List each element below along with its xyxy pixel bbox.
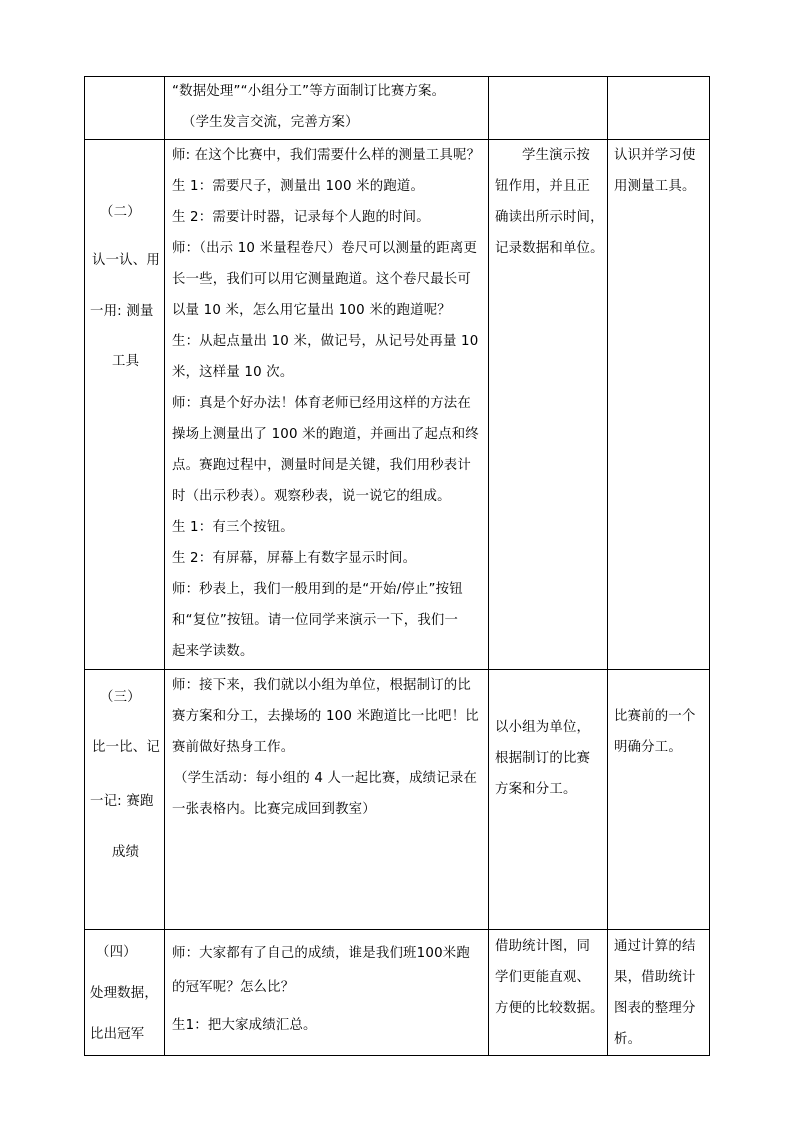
phase-label-line: 一记: 赛跑 — [90, 794, 154, 809]
phase-label-line: （二） — [100, 205, 141, 220]
table-right-border — [709, 76, 710, 1056]
teacher-text-line: （学生发言交流，完善方案） — [182, 115, 359, 130]
student-activity-line: 学们更能直观、 — [495, 970, 591, 985]
student-activity-line: 方便的比较数据。 — [495, 1001, 604, 1016]
teacher-text-line: 师：大家都有了自己的成绩，谁是我们班100米跑 — [172, 946, 470, 961]
teacher-text-line: 时（出示秒表）。观察秒表，说一说它的组成。 — [172, 489, 451, 504]
teacher-text-line: 师：接下来，我们就以小组为单位，根据制订的比 — [172, 678, 471, 693]
teacher-text-line: （学生活动：每小组的 4 人一起比赛，成绩记录在 — [174, 771, 478, 786]
design-intent-line: 明确分工。 — [614, 740, 682, 755]
phase-label-line: 比出冠军 — [90, 1027, 145, 1042]
teacher-text-line: 长一些，我们可以用它测量跑道。这个卷尺最长可 — [172, 272, 471, 287]
row-divider-3 — [84, 929, 710, 930]
teacher-text-line: 生 1：有三个按钮。 — [172, 520, 294, 535]
teacher-text-line: 生：从起点量出 10 米，做记号，从记号处再量 10 — [172, 334, 479, 349]
student-activity-line: 以小组为单位， — [495, 720, 591, 735]
teacher-text-line: 师：秒表上，我们一般用到的是“开始/停止”按钮 — [172, 582, 463, 597]
phase-label-line: 工具 — [112, 354, 140, 369]
table-bottom-border — [84, 1055, 710, 1056]
table-top-border — [84, 76, 710, 77]
phase-label-line: 一用: 测量 — [90, 304, 154, 319]
phase-label-line: 比一比、记 — [92, 740, 160, 755]
teacher-text-line: 师: 在这个比赛中，我们需要什么样的测量工具呢？ — [172, 148, 481, 163]
column-divider-3 — [607, 76, 608, 1056]
student-activity-line: 根据制订的比赛 — [495, 751, 591, 766]
student-activity-line: 学生演示按 — [522, 148, 590, 163]
teacher-text-line: 操场上测量出了 100 米的跑道，并画出了起点和终 — [172, 427, 479, 442]
teacher-text-line: 以量 10 米，怎么用它量出 100 米的跑道呢？ — [172, 303, 451, 318]
teacher-text-line: 生 2：有屏幕，屏幕上有数字显示时间。 — [172, 551, 417, 566]
column-divider-2 — [488, 76, 489, 1056]
student-activity-line: 记录数据和单位。 — [495, 241, 604, 256]
teacher-text-line: “数据处理”“小组分工”等方面制订比赛方案。 — [172, 84, 446, 99]
teacher-text-line: 生1：把大家成绩汇总。 — [172, 1018, 317, 1033]
teacher-text-line: 赛方案和分工，去操场的 100 米跑道比一比吧！比 — [172, 709, 479, 724]
design-intent-line: 果，借助统计 — [614, 970, 696, 985]
teacher-text-line: 和“复位”按钮。请一位同学来演示一下，我们一 — [172, 613, 459, 628]
phase-label-line: （三） — [100, 690, 141, 705]
design-intent-line: 认识并学习使 — [614, 148, 696, 163]
teacher-text-line: 赛前做好热身工作。 — [172, 740, 295, 755]
teacher-text-line: 师：真是个好办法！体育老师已经用这样的方法在 — [172, 396, 471, 411]
student-activity-line: 钮作用，并且正 — [495, 179, 591, 194]
teacher-text-line: 点。赛跑过程中，测量时间是关键，我们用秒表计 — [172, 458, 471, 473]
table-left-border — [84, 76, 85, 1056]
student-activity-line: 借助统计图，同 — [495, 939, 591, 954]
row-divider-1 — [84, 139, 710, 140]
phase-label-line: 认一认、用 — [92, 253, 160, 268]
design-intent-line: 通过计算的结 — [614, 939, 696, 954]
student-activity-line: 方案和分工。 — [495, 782, 577, 797]
teacher-text-line: 生 1：需要尺子，测量出 100 米的跑道。 — [172, 179, 425, 194]
teacher-text-line: 一张表格内。比赛完成回到教室） — [172, 802, 376, 817]
teacher-text-line: 起来学读数。 — [172, 644, 254, 659]
design-intent-line: 析。 — [614, 1032, 642, 1047]
design-intent-line: 图表的整理分 — [614, 1001, 696, 1016]
teacher-text-line: 米，这样量 10 次。 — [172, 365, 294, 380]
teacher-text-line: 的冠军呢？怎么比？ — [172, 980, 295, 995]
student-activity-line: 确读出所示时间， — [495, 210, 604, 225]
phase-label-line: （四） — [96, 945, 137, 960]
phase-label-line: 成绩 — [112, 845, 140, 860]
column-divider-1 — [164, 76, 165, 1056]
row-divider-2 — [84, 669, 710, 670]
design-intent-line: 比赛前的一个 — [614, 709, 696, 724]
phase-label-line: 处理数据， — [90, 986, 158, 1001]
design-intent-line: 用测量工具。 — [614, 179, 696, 194]
teacher-text-line: 生 2：需要计时器，记录每个人跑的时间。 — [172, 210, 430, 225]
teacher-text-line: 师：（出示 10 米量程卷尺）卷尺可以测量的距离更 — [172, 241, 478, 256]
